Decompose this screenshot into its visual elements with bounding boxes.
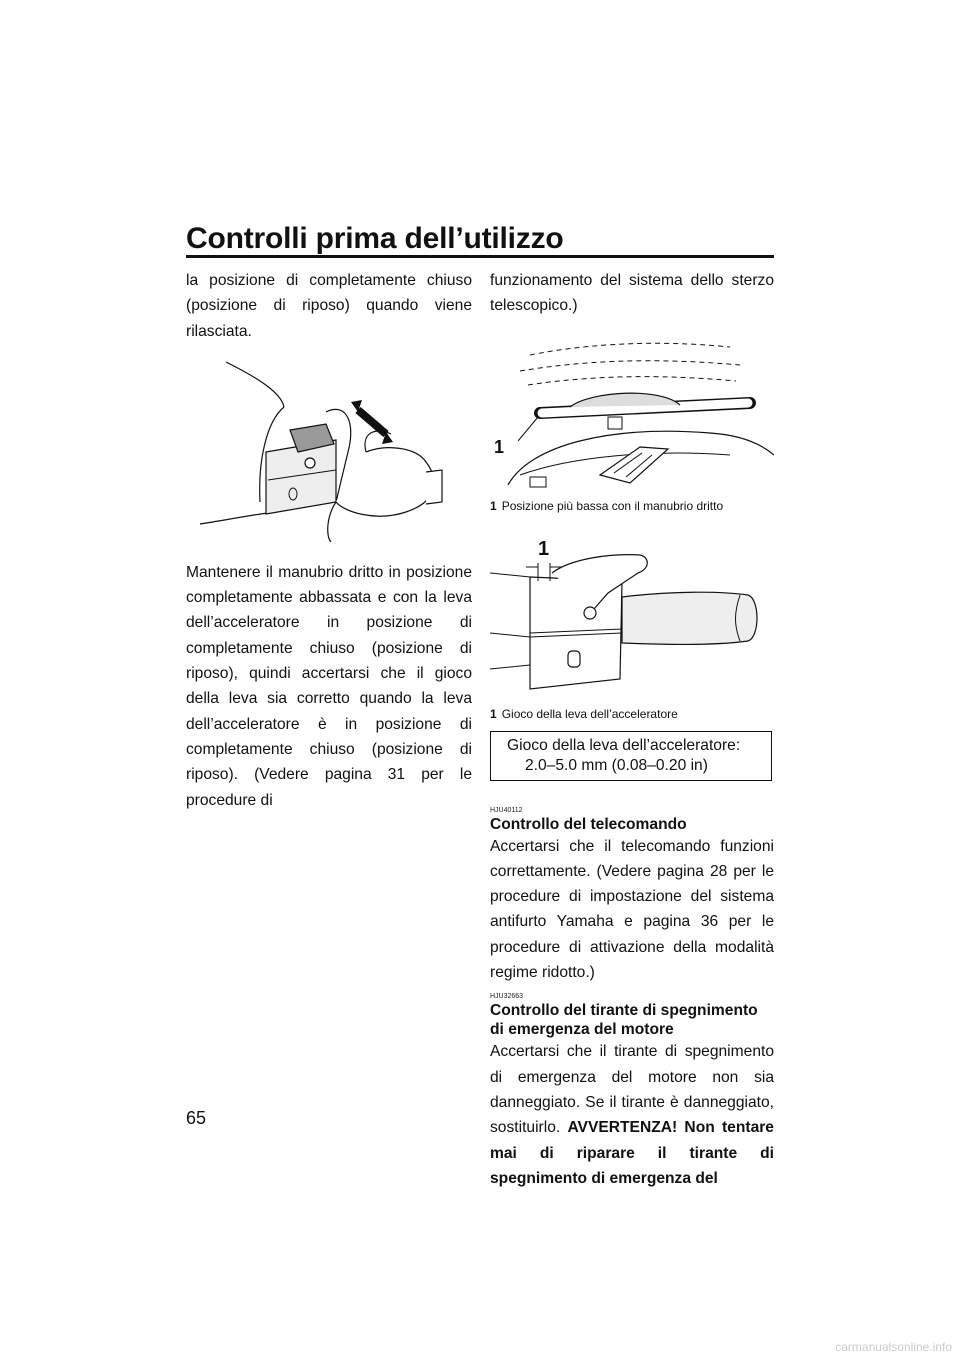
section-code: HJU40112 [490, 806, 523, 814]
section-body: Accertarsi che il telecomando funzioni correttamente. (Vedere pagina 28 per le procedure di impostazione del sistema antifurto Yamaha e pagina 36 per le procedure di attivazione della modalità regime ridotto.) [490, 837, 774, 982]
specification-box [490, 731, 772, 781]
section-body: Accertarsi che il tirante di spegnimento di emergenza del motore non sia danneggiato. Se il tirante è danneggiato, sostituirlo. AVVERTENZA! Non tentare mai di riparare il tirante di spegnimento di emergenza del [490, 1043, 774, 1187]
left-paragraph-2: Mantenere il manubrio dritto in posizione completamente abbassata e con la leva dell’acceleratore in posizione di completamente chiuso (posizione di riposo), quindi accertarsi che il gioco della leva sia corretto quando la leva dell’acceleratore è in posizione di completamente chiuso (posizione di riposo). (Vedere pagina 31 per le procedure di [186, 563, 472, 809]
section-remote-control [490, 807, 774, 986]
throttle-lever-illustration [186, 352, 472, 542]
left-paragraph-1: la posizione di completamente chiuso (posizione di riposo) quando viene rilasciata. [186, 272, 472, 340]
page-title: Controlli prima dell’utilizzo [186, 222, 564, 255]
section-engine-cutoff-lanyard [490, 993, 774, 1191]
warning-text: AVVERTENZA! Non tentare mai di riparare il tirante di spegnimento di emergenza del [490, 1119, 774, 1187]
section-title: Controllo del tirante di spegnimento di emergenza del motore [490, 1002, 758, 1039]
throttle-free-play-illustration [490, 533, 774, 703]
handlebar-position-illustration [490, 325, 774, 495]
spec-label: Gioco della leva dell’acceleratore: [507, 736, 741, 754]
right-paragraph-1: funzionamento del sistema dello sterzo telescopico.) [490, 272, 774, 315]
section-title: Controllo del telecomando [490, 815, 687, 833]
figure-1-caption: 1 Posizione più bassa con il manubrio dritto [490, 498, 724, 513]
figure-1-callout: 1 [494, 436, 505, 457]
left-column [186, 268, 472, 813]
right-column [490, 268, 774, 1191]
page-number: 65 [186, 1108, 207, 1128]
figure-2-callout: 1 [538, 537, 550, 560]
spec-value: 2.0–5.0 mm (0.08–0.20 in) [525, 756, 708, 774]
section-code: HJU32663 [490, 993, 524, 1001]
watermark: carmanualsonline.info [835, 1340, 952, 1354]
figure-2-caption: 1 Gioco della leva dell’acceleratore [490, 706, 678, 721]
header-rule [186, 255, 774, 258]
